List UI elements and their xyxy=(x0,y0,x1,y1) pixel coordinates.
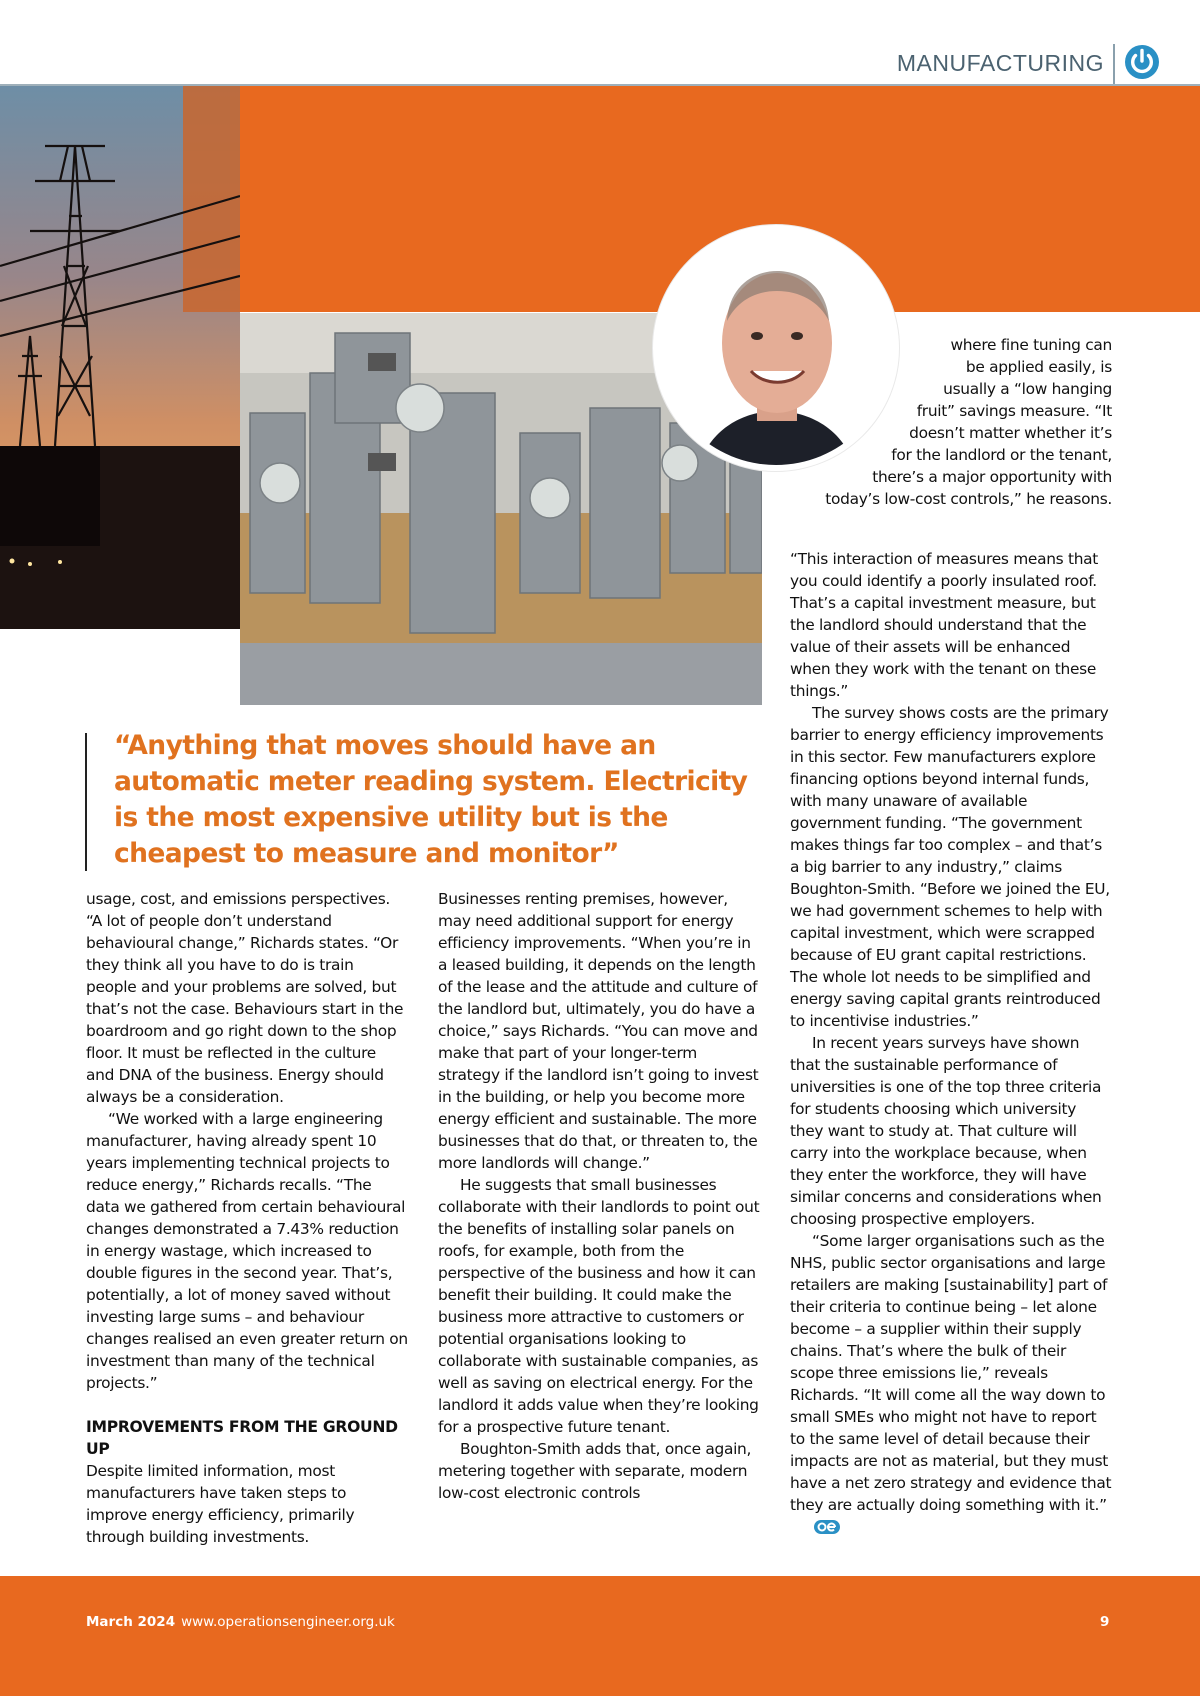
article-column-2 xyxy=(438,888,760,1504)
pull-quote-rule xyxy=(85,733,87,871)
wrap-line: be applied easily, is xyxy=(965,358,1112,376)
header-divider xyxy=(1113,44,1115,84)
wrap-line: there’s a major opportunity with xyxy=(872,468,1112,486)
paragraph: “This interaction of measures means that you could identify a poorly insulated roof. That’s a capital investment measure, but the landlord should understand that the value of their assets will be enhanced when they work with the tenant on these things.” xyxy=(790,550,1099,700)
paragraph-text: “Some larger organisations such as the NHS, public sector organisations and large retailers are making [sustainability] part of their criteria to continue being – let alone become – a supplier within their supply chains. That’s where the bulk of their scope three emissions lie,” reveals Richards. “It will come all the way down to small SMEs who might not have to report to the same level of detail because their impacts are not as material, but they must have a net zero strategy and evidence that they are actually doing something with it.” xyxy=(790,1232,1112,1514)
wrap-line: doesn’t matter whether it’s xyxy=(909,424,1112,442)
wrap-line: for the landlord or the tenant, xyxy=(891,446,1112,464)
wrap-line: usually a “low hanging xyxy=(943,380,1112,398)
paragraph xyxy=(790,1230,1112,1538)
wrap-line: where fine tuning can xyxy=(950,336,1112,354)
pull-quote: “Anything that moves should have an automatic meter reading system. Electricity is the most expensive utility but is the cheapest to measure and monitor” xyxy=(114,730,748,869)
section-label: MANUFACTURING xyxy=(896,50,1104,76)
oe-logo-icon xyxy=(792,1518,818,1532)
article-column-3 xyxy=(790,548,1112,1538)
paragraph: In recent years surveys have shown that the sustainable performance of universities is one of the top three criteria for students choosing which university they want to study at. That culture will carry into the workplace because, when they enter the workforce, they will have similar concerns and considerations when choosing prospective employers. xyxy=(790,1034,1102,1228)
paragraph: Despite limited information, most manufacturers have taken steps to improve energy efficiency, primarily through building investments. xyxy=(86,1462,355,1546)
footer-info xyxy=(86,1614,395,1630)
paragraph: The survey shows costs are the primary barrier to energy efficiency improvements in this sector. Few manufacturers explore financing options beyond internal funds, with many unaware of available government funding. “The government makes things far too complex – and that’s a big barrier to any industry,” claims Boughton-Smith. “Before we joined the EU, we had government schemes to help with capital investment, which were scrapped because of EU grant capital restrictions. The whole lot needs to be simplified and energy saving capital grants reintroduced to incentivise industries.” xyxy=(790,704,1110,1030)
page-number: 9 xyxy=(1100,1614,1110,1630)
website-url: www.operationsengineer.org.uk xyxy=(181,1614,395,1630)
page-footer xyxy=(0,1576,1200,1696)
wrap-line: today’s low-cost controls,” he reasons. xyxy=(825,490,1112,508)
wrap-line: fruit” savings measure. “It xyxy=(916,402,1112,420)
pylon-silhouette-photo xyxy=(0,86,240,629)
issue-date: March 2024 xyxy=(86,1614,176,1630)
paragraph: usage, cost, and emissions perspectives. “A lot of people don’t understand behavioural change,” Richards states. “Or they think all you have to do is train people and your problems are solved, but that’s not the case. Behaviours start in the boardroom and go right down to the shop floor. It must be reflected in the culture and DNA of the business. Energy should always be a consideration. xyxy=(86,890,404,1106)
paragraph: Businesses renting premises, however, may need additional support for energy efficiency improvements. “When you’re in a leased building, it depends on the length of the lease and the attitude and culture of the landlord but, ultimately, you do have a choice,” says Richards. “You can move and make that part of your longer-term strategy if the landlord isn’t going to invest in the building, or help you become more energy efficient and sustainable. The more businesses that do that, or threaten to, the more landlords will change.” xyxy=(438,890,759,1172)
power-icon xyxy=(1124,44,1160,80)
text-wrap-around-portrait xyxy=(780,334,1112,510)
paragraph: Boughton-Smith adds that, once again, metering together with separate, modern low-cost electronic controls xyxy=(438,1440,752,1502)
article-column-1 xyxy=(86,888,408,1548)
subheading: IMPROVEMENTS FROM THE GROUND UP xyxy=(86,1418,398,1458)
paragraph: He suggests that small businesses collaborate with their landlords to point out the benefits of installing solar panels on roofs, for example, both from the perspective of the business and how it can benefit their building. It could make the business more attractive to customers or potential organisations looking to collaborate with sustainable companies, as well as saving on electrical energy. For the landlord it adds value when they’re looking for a prospective future tenant. xyxy=(438,1176,760,1436)
paragraph: “We worked with a large engineering manufacturer, having already spent 10 years implementing technical projects to reduce energy,” Richards recalls. “The data we gathered from certain behavioural changes demonstrated a 7.43% reduction in energy wastage, which increased to double figures in the second year. That’s, potentially, a lot of money saved without investing large sums – and behaviour changes realised an even greater return on investment than many of the technical projects.” xyxy=(86,1110,408,1392)
